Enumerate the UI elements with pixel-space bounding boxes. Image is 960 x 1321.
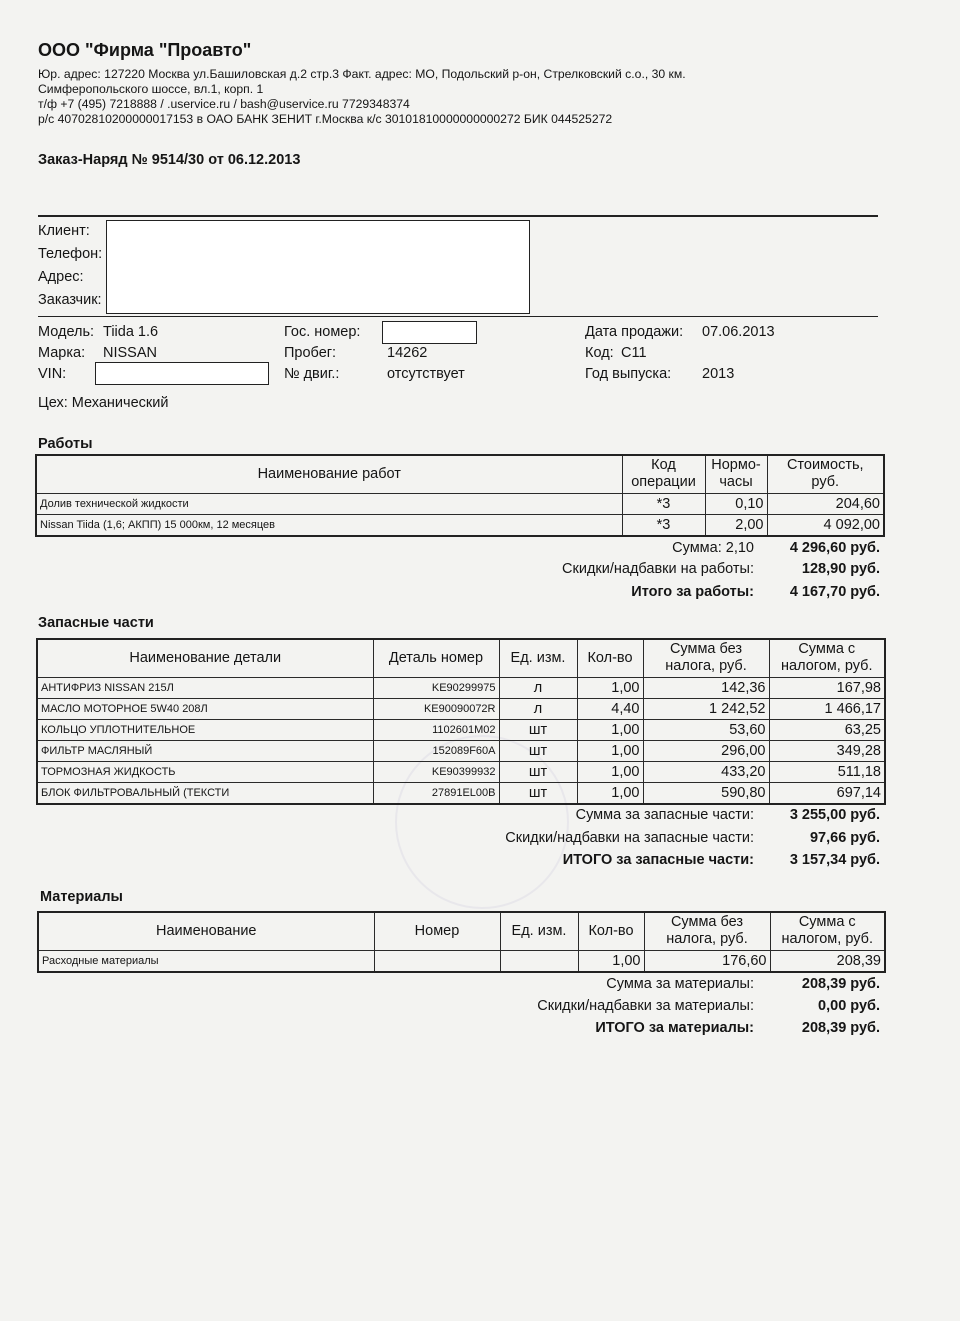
work-code: *3 xyxy=(622,493,705,514)
code-value: C11 xyxy=(621,345,647,361)
part-number: 1102601M02 xyxy=(373,719,499,740)
work-cost: 4 092,00 xyxy=(767,514,884,536)
material-number xyxy=(374,950,500,972)
part-unit: шт xyxy=(499,782,577,804)
materials-sum-label: Сумма за материалы: xyxy=(606,976,754,992)
parts-total-value: 3 157,34 руб. xyxy=(789,852,880,868)
works-sum-label: Сумма: 2,10 xyxy=(672,540,754,556)
company-bank: р/с 40702810200000017153 в ОАО БАНК ЗЕНИТ г.Москва к/с 30101810000000000272 БИК 044525272 xyxy=(38,112,613,126)
part-gross: 349,28 xyxy=(769,740,885,761)
works-table xyxy=(35,454,885,537)
works-section-title: Работы xyxy=(38,436,93,452)
part-qty: 4,40 xyxy=(577,698,643,719)
part-name: МАСЛО МОТОРНОЕ 5W40 208Л xyxy=(37,698,373,719)
work-cost: 204,60 xyxy=(767,493,884,514)
materials-header-unit: Ед. изм. xyxy=(500,912,578,950)
work-hours: 0,10 xyxy=(705,493,767,514)
mileage-label: Пробег: xyxy=(284,345,337,361)
work-name: Долив технической жидкости xyxy=(36,493,622,514)
order-title: Заказ-Наряд № 9514/30 от 06.12.2013 xyxy=(38,152,301,168)
part-qty: 1,00 xyxy=(577,740,643,761)
table-row xyxy=(37,740,885,761)
part-net: 1 242,52 xyxy=(643,698,769,719)
materials-table xyxy=(37,911,886,973)
part-gross: 167,98 xyxy=(769,677,885,698)
plate-label: Гос. номер: xyxy=(284,324,361,340)
work-name: Nissan Tiida (1,6; АКПП) 15 000км, 12 месяцев xyxy=(36,514,622,536)
part-unit: л xyxy=(499,677,577,698)
materials-section-title: Материалы xyxy=(40,889,123,905)
materials-sum-value: 208,39 руб. xyxy=(801,976,880,992)
works-discount-label: Скидки/надбавки на работы: xyxy=(562,561,754,577)
table-row xyxy=(37,719,885,740)
material-unit xyxy=(500,950,578,972)
part-number: KE90090072R xyxy=(373,698,499,719)
part-unit: шт xyxy=(499,719,577,740)
materials-header-number: Номер xyxy=(374,912,500,950)
parts-sum-value: 3 255,00 руб. xyxy=(789,807,880,823)
material-name: Расходные материалы xyxy=(38,950,374,972)
materials-discount-label: Скидки/надбавки за материалы: xyxy=(537,998,754,1014)
part-unit: шт xyxy=(499,740,577,761)
parts-table xyxy=(36,638,886,805)
works-total-value: 4 167,70 руб. xyxy=(789,584,880,600)
works-sum-value: 4 296,60 руб. xyxy=(789,540,880,556)
parts-header-row xyxy=(37,639,885,677)
part-name: КОЛЬЦО УПЛОТНИТЕЛЬНОЕ xyxy=(37,719,373,740)
engine-value: отсутствует xyxy=(387,366,465,382)
customer-label: Заказчик: xyxy=(38,292,102,308)
parts-section-title: Запасные части xyxy=(38,615,154,631)
company-address-line1: Юр. адрес: 127220 Москва ул.Башиловская д.2 стр.3 Факт. адрес: МО, Подольский р-он, Стрелковский с.о., 30 км. xyxy=(38,67,686,81)
parts-discount-value: 97,66 руб. xyxy=(809,830,880,846)
part-qty: 1,00 xyxy=(577,677,643,698)
part-number: KE90399932 xyxy=(373,761,499,782)
works-header-code: Код операции xyxy=(622,455,705,493)
address-label: Адрес: xyxy=(38,269,84,285)
divider-top xyxy=(38,215,878,217)
company-address-line2: Симферопольского шоссе, вл.1, корп. 1 xyxy=(38,82,264,96)
engine-label: № двиг.: xyxy=(284,366,340,382)
materials-discount-value: 0,00 руб. xyxy=(818,998,880,1014)
client-label: Клиент: xyxy=(38,223,90,239)
parts-header-number: Деталь номер xyxy=(373,639,499,677)
material-gross: 208,39 xyxy=(770,950,885,972)
model-value: Tiida 1.6 xyxy=(103,324,159,340)
part-net: 142,36 xyxy=(643,677,769,698)
vin-label: VIN: xyxy=(38,366,67,382)
sale-date-label: Дата продажи: xyxy=(585,324,684,340)
model-label: Модель: xyxy=(38,324,95,340)
materials-header-net: Сумма без налога, руб. xyxy=(644,912,770,950)
part-number: KE90299975 xyxy=(373,677,499,698)
works-total-label: Итого за работы: xyxy=(631,584,754,600)
sale-date-value: 07.06.2013 xyxy=(702,324,775,340)
parts-header-unit: Ед. изм. xyxy=(499,639,577,677)
brand-label: Марка: xyxy=(38,345,86,361)
phone-label: Телефон: xyxy=(38,246,103,262)
table-row xyxy=(37,698,885,719)
part-name: ТОРМОЗНАЯ ЖИДКОСТЬ xyxy=(37,761,373,782)
parts-header-net: Сумма без налога, руб. xyxy=(643,639,769,677)
part-net: 590,80 xyxy=(643,782,769,804)
part-name: БЛОК ФИЛЬТРОВАЛЬНЫЙ (ТЕКСТИ xyxy=(37,782,373,804)
parts-header-qty: Кол-во xyxy=(577,639,643,677)
works-header-name: Наименование работ xyxy=(36,455,622,493)
part-qty: 1,00 xyxy=(577,719,643,740)
code-label: Код: xyxy=(585,345,614,361)
brand-value: NISSAN xyxy=(103,345,157,361)
works-header-hours: Нормо- часы xyxy=(705,455,767,493)
works-discount-value: 128,90 руб. xyxy=(801,561,880,577)
parts-sum-label: Сумма за запасные части: xyxy=(575,807,754,823)
table-row xyxy=(37,677,885,698)
material-net: 176,60 xyxy=(644,950,770,972)
part-gross: 1 466,17 xyxy=(769,698,885,719)
mileage-value: 14262 xyxy=(387,345,428,361)
materials-total-label: ИТОГО за материалы: xyxy=(595,1020,754,1036)
materials-header-row xyxy=(38,912,885,950)
part-name: АНТИФРИЗ NISSAN 215Л xyxy=(37,677,373,698)
parts-header-gross: Сумма с налогом, руб. xyxy=(769,639,885,677)
parts-total-label: ИТОГО за запасные части: xyxy=(562,852,754,868)
part-net: 53,60 xyxy=(643,719,769,740)
company-contacts: т/ф +7 (495) 7218888 / .uservice.ru / bash@uservice.ru 7729348374 xyxy=(38,97,410,111)
workshop: Цех: Механический xyxy=(38,395,169,411)
vin-redaction xyxy=(95,362,269,385)
part-gross: 63,25 xyxy=(769,719,885,740)
parts-header-name: Наименование детали xyxy=(37,639,373,677)
part-gross: 511,18 xyxy=(769,761,885,782)
work-code: *3 xyxy=(622,514,705,536)
part-number: 152089F60A xyxy=(373,740,499,761)
works-header-cost: Стоимость, руб. xyxy=(767,455,884,493)
year-value: 2013 xyxy=(702,366,735,382)
materials-header-gross: Сумма с налогом, руб. xyxy=(770,912,885,950)
plate-redaction xyxy=(382,321,477,344)
work-hours: 2,00 xyxy=(705,514,767,536)
part-net: 433,20 xyxy=(643,761,769,782)
part-gross: 697,14 xyxy=(769,782,885,804)
material-qty: 1,00 xyxy=(578,950,644,972)
part-unit: л xyxy=(499,698,577,719)
table-row xyxy=(37,782,885,804)
divider-client xyxy=(38,316,878,317)
table-row xyxy=(38,950,885,972)
materials-total-value: 208,39 руб. xyxy=(801,1020,880,1036)
materials-header-qty: Кол-во xyxy=(578,912,644,950)
part-name: ФИЛЬТР МАСЛЯНЫЙ xyxy=(37,740,373,761)
part-qty: 1,00 xyxy=(577,761,643,782)
materials-header-name: Наименование xyxy=(38,912,374,950)
table-row xyxy=(37,761,885,782)
client-redaction xyxy=(106,220,530,314)
part-qty: 1,00 xyxy=(577,782,643,804)
part-unit: шт xyxy=(499,761,577,782)
table-row xyxy=(36,493,884,514)
part-number: 27891EL00B xyxy=(373,782,499,804)
parts-discount-label: Скидки/надбавки на запасные части: xyxy=(505,830,754,846)
part-net: 296,00 xyxy=(643,740,769,761)
table-row xyxy=(36,514,884,536)
company-name: ООО "Фирма "Проавто" xyxy=(38,40,252,60)
works-header-row xyxy=(36,455,884,493)
year-label: Год выпуска: xyxy=(585,366,672,382)
